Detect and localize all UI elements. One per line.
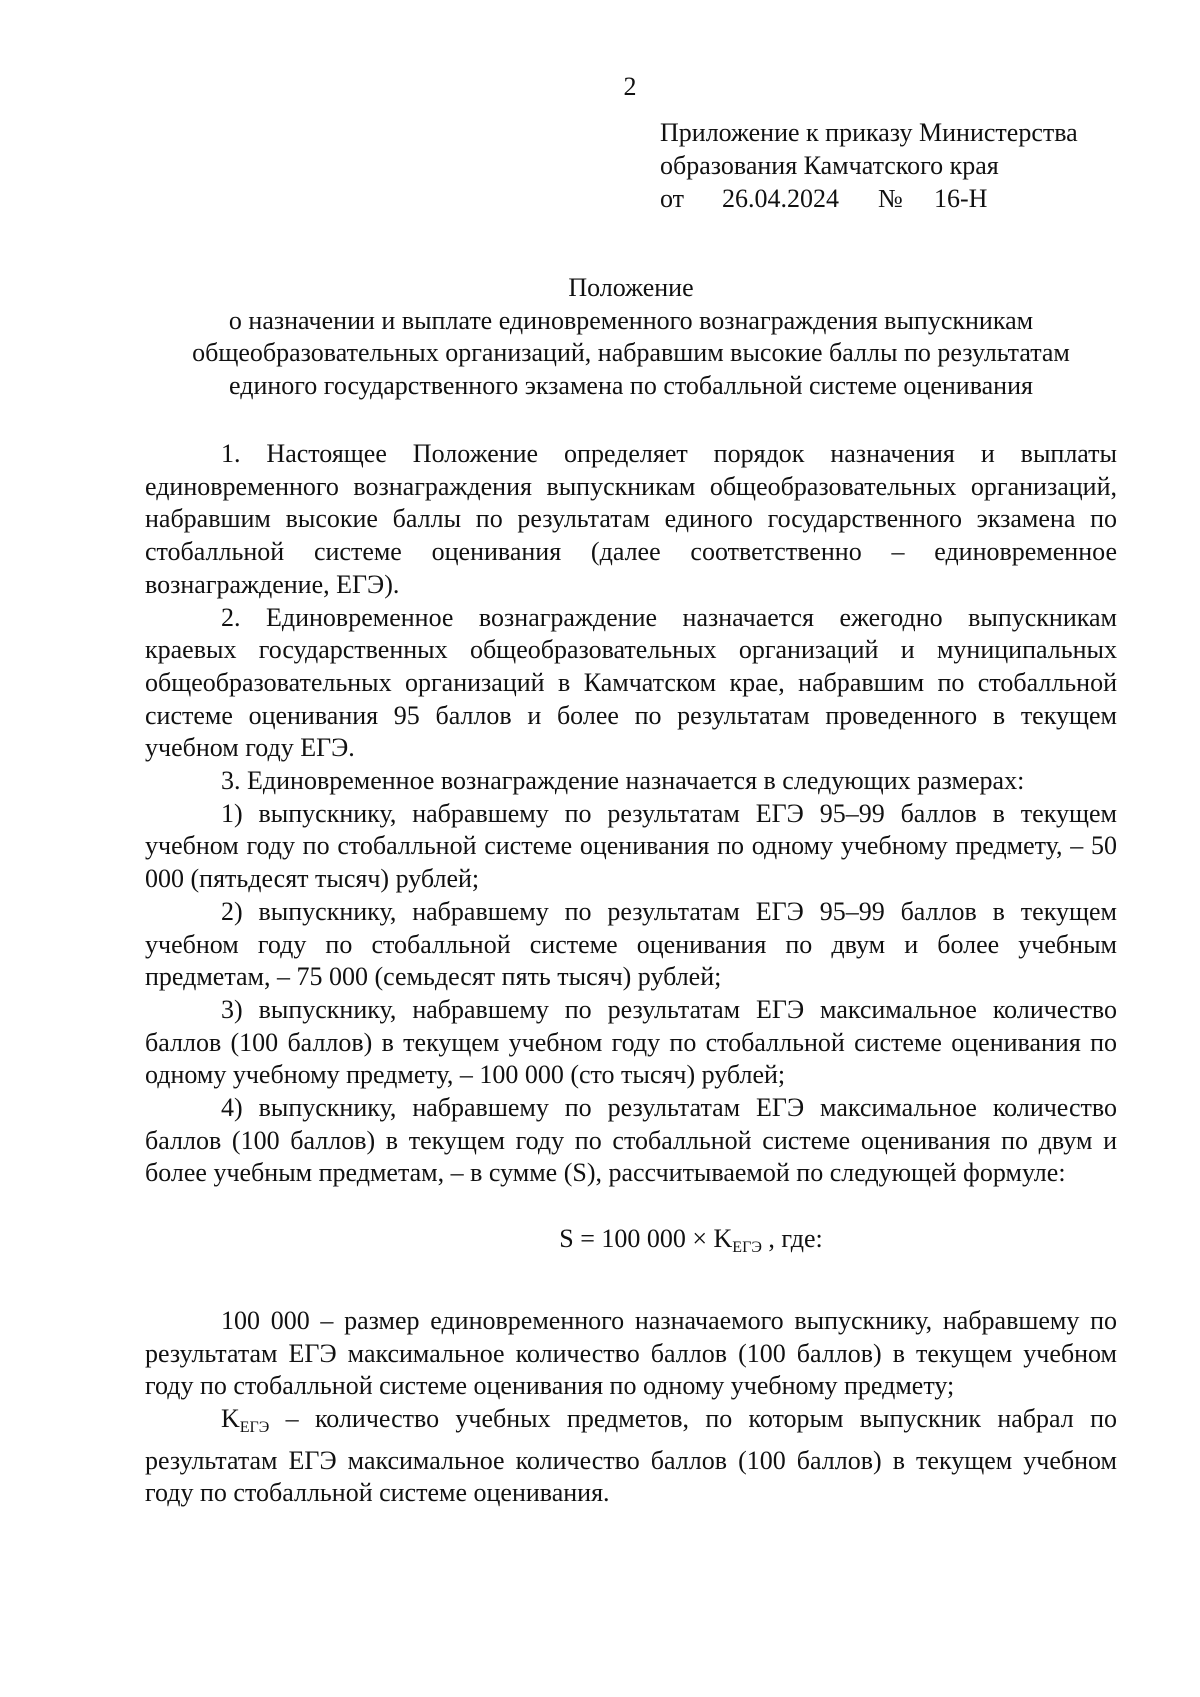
order-number: 16-Н [934, 184, 988, 213]
title-line-3: общеобразовательных организаций, набравшим высокие баллы по результатам [192, 338, 1070, 367]
title-line-1: Положение [568, 273, 694, 302]
formula-tail: , где: [761, 1224, 823, 1254]
order-date: 26.04.2024 [722, 184, 839, 213]
definition-2-symbol [221, 1403, 270, 1436]
order-number-sign: № [878, 184, 903, 213]
page-number: 2 [623, 72, 637, 101]
formula-main: S = 100 000 × K [559, 1224, 733, 1254]
title-line-2: о назначении и выплате единовременного вознаграждения выпускникам [228, 305, 1034, 335]
title-line-4: единого государственного экзамена по стобалльной системе оценивания [229, 370, 1033, 400]
appendix-header [660, 116, 1078, 215]
paragraph-3-item-4: 4) выпускнику, набравшему по результатам ЕГЭ максимальное количество баллов (100 баллов) в текущем году по стобалльной системе оценивания по двум и более учебным предметам, – в сумме (S), рассчитываемой по следующей формуле: [145, 1093, 1117, 1188]
definition-1: 100 000 – размер единовременного назначаемого выпускнику, набравшему по результатам ЕГЭ максимальное количество баллов (100 баллов) в текущем учебном году по стобалльной системе оценивания по одному учебному предмету; [145, 1305, 1117, 1401]
order-from-label: от [660, 184, 685, 213]
appendix-line-2: образования Камчатского края [660, 151, 999, 180]
paragraph-3-item-2: 2) выпускнику, набравшему по результатам ЕГЭ 95–99 баллов в текущем учебном году по стобалльной системе оценивания по двум и более учебным предметам, – 75 000 (семьдесят пять тысяч) рублей; [145, 896, 1117, 992]
definition-2-symbol-letter: K [221, 1403, 240, 1433]
paragraph-3-item-1: 1) выпускнику, набравшему по результатам ЕГЭ 95–99 баллов в текущем учебном году по стобалльной системе оценивания по одному учебному предмету, – 50 000 (пятьдесят тысяч) рублей; [145, 798, 1117, 894]
definition-2-symbol-subscript: ЕГЭ [239, 1418, 270, 1436]
appendix-line-1: Приложение к приказу Министерства [660, 118, 1078, 147]
formula-subscript: ЕГЭ [732, 1239, 762, 1257]
formula [145, 1223, 1117, 1265]
paragraph-1: 1. Настоящее Положение определяет порядок назначения и выплаты единовременного вознаграждения выпускникам общеобразовательных организаций, набравшим высокие баллы по результатам единого государственного экзамена по стобалльной системе оценивания (далее соответственно – единовременное вознаграждение, ЕГЭ). [145, 439, 1117, 599]
paragraph-3-item-3: 3) выпускнику, набравшему по результатам ЕГЭ максимальное количество баллов (100 баллов) в текущем учебном году по стобалльной системе оценивания по одному учебному предмету, – 100 000 (сто тысяч) рублей; [145, 994, 1117, 1090]
definition-2 [145, 1403, 1117, 1510]
paragraph-2: 2. Единовременное вознаграждение назначается ежегодно выпускникам краевых государственных общеобразовательных организаций и муниципальных общеобразовательных организаций в Камчатском крае, набравшим по стобалльной системе оценивания 95 баллов и более по результатам проведенного в текущем учебном году ЕГЭ. [145, 602, 1117, 763]
definition-2-text: – количество учебных предметов, по которым выпускник набрал по результатам ЕГЭ максимальное количество баллов (100 баллов) в текущем учебном году по стобалльной системе оценивания. [145, 1403, 1117, 1508]
order-date-number-line [660, 182, 1078, 215]
document-title [145, 272, 1117, 402]
paragraph-3: 3. Единовременное вознаграждение назначается в следующих размерах: [221, 766, 1025, 796]
document-body [145, 438, 1117, 1510]
